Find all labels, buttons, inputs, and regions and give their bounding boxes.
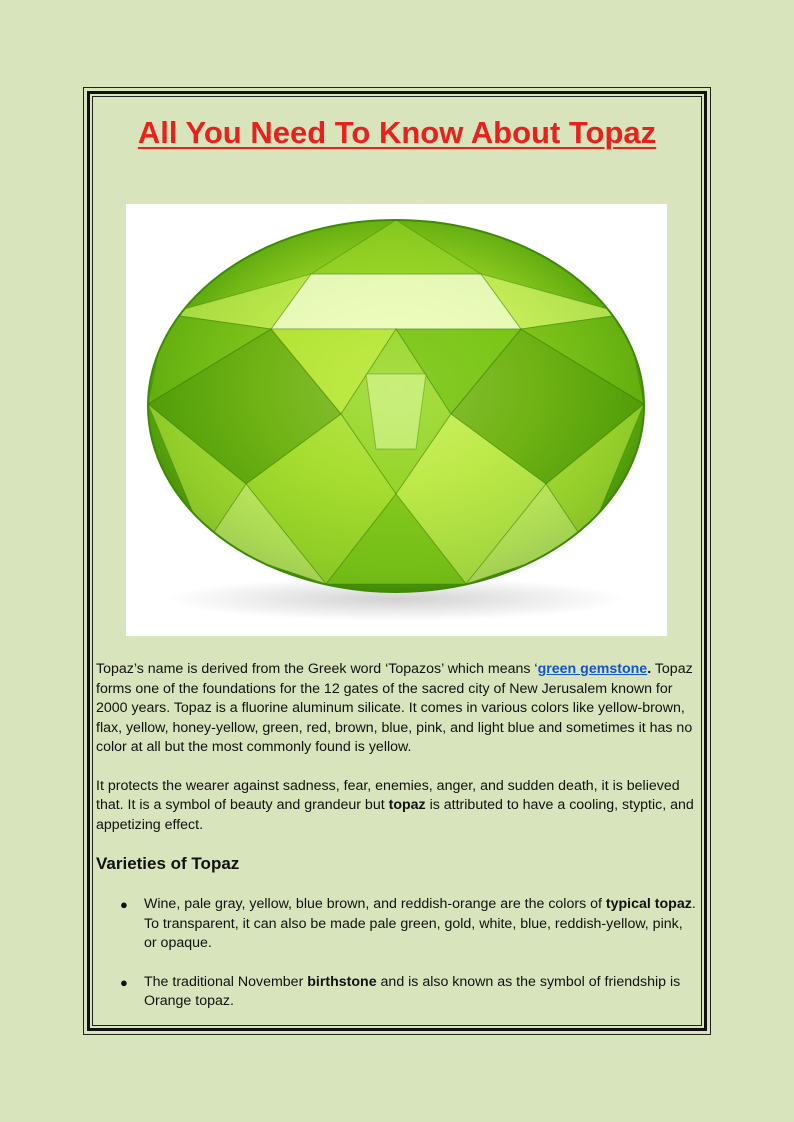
bullet-rest-text: and is also known as the symbol of friendship is Orange topaz. bbox=[144, 973, 681, 1009]
bullet-text: The traditional November bbox=[144, 973, 308, 990]
page-title: All You Need To Know About Topaz bbox=[137, 115, 657, 150]
intro-rest-text: Topaz forms one of the foundations for the 12 gates of the sacred city of New Jerusalem known for 2000 years. Topaz is a fluorine aluminum silicate. It comes in various colors like yellow-brown, flax, yellow, honey-yellow, green, red, brown, blue, pink, and light blue and sometimes it has no color at all but the most commonly found is yellow. bbox=[96, 661, 693, 755]
protection-rest-text: is attributed to have a cooling, styptic, and appetizing effect. bbox=[96, 797, 694, 833]
list-item bbox=[96, 895, 698, 954]
bullet-rest-text: . To transparent, it can also be made pale green, gold, white, blue, reddish-yellow, pink, or opaque. bbox=[144, 896, 696, 951]
varieties-heading: Varieties of Topaz bbox=[96, 854, 240, 873]
bullet-bold: birthstone bbox=[307, 973, 377, 990]
article-body bbox=[96, 660, 698, 1031]
list-item bbox=[96, 973, 698, 1012]
protection-paragraph bbox=[96, 777, 698, 836]
bullet-marker: ● bbox=[120, 974, 128, 990]
bullet-marker: ● bbox=[120, 897, 128, 912]
topaz-bold: topaz bbox=[388, 797, 426, 813]
bullet-text: Wine, pale gray, yellow, blue brown, and reddish-orange are the colors of bbox=[144, 896, 606, 912]
intro-paragraph bbox=[96, 660, 698, 758]
bullet-bold: typical topaz bbox=[605, 896, 692, 912]
intro-text: Topaz’s name is derived from the Greek word ‘Topazos’ which means ‘ bbox=[96, 661, 538, 677]
varieties-list bbox=[96, 895, 698, 1012]
intro-period: . bbox=[647, 661, 652, 677]
gemstone-illustration bbox=[126, 204, 667, 636]
gemstone-image bbox=[126, 204, 667, 636]
protection-text: It protects the wearer against sadness, fear, enemies, anger, and sudden death, it is believed that. It is a symbol of beauty and grandeur but bbox=[96, 777, 680, 813]
green-gemstone-link[interactable]: green gemstone bbox=[537, 661, 648, 677]
